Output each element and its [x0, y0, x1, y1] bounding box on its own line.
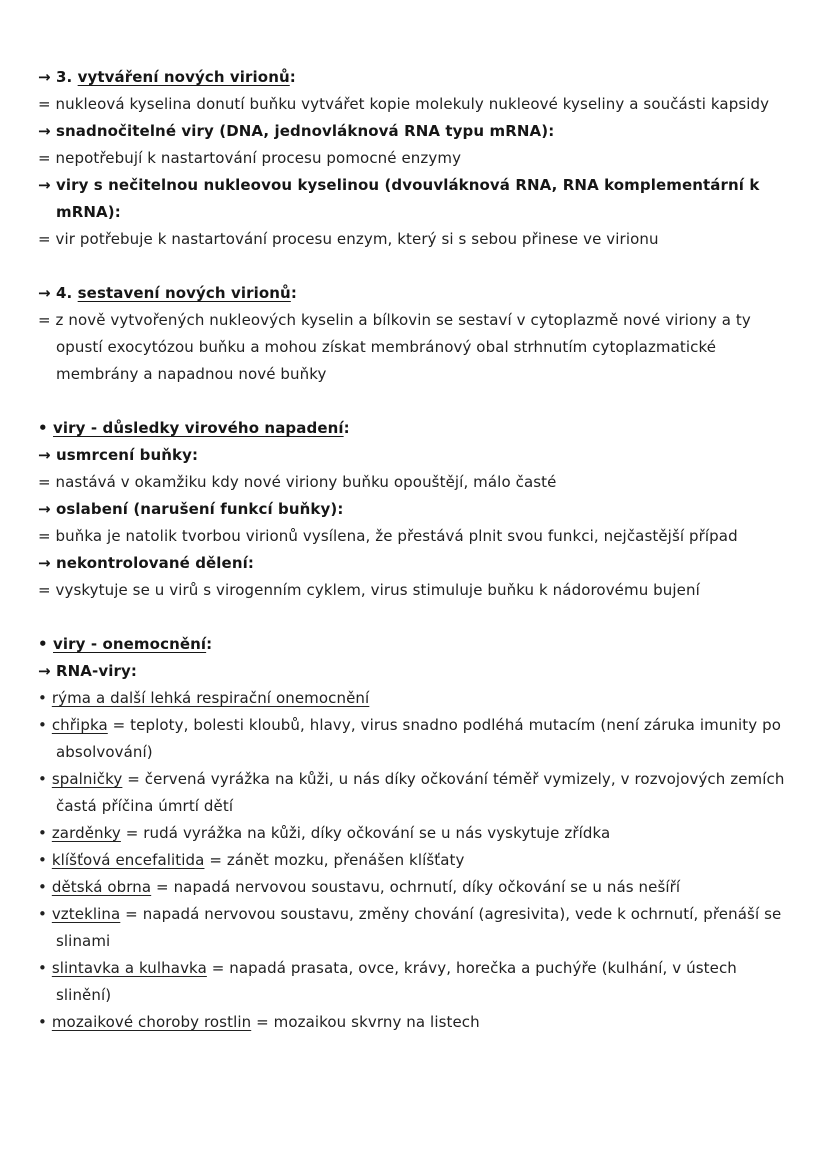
text-segment: = rudá vyrážka na kůži, díky očkování se u nás vyskytuje zřídka: [120, 824, 611, 842]
def-unreadable-viruses: [38, 226, 790, 253]
heading-virus-diseases: [38, 631, 790, 658]
text-segment: → 4.: [38, 284, 78, 302]
text-segment: klíšťová encefalitida: [51, 851, 205, 869]
text-segment: sestavení nových virionů: [77, 284, 291, 302]
text-segment: vzteklina: [51, 905, 121, 923]
text-segment: •: [38, 905, 52, 923]
def-virion-assembly: [38, 307, 790, 388]
bullet-foot-and-mouth: [38, 955, 790, 1009]
text-segment: → RNA-viry:: [38, 662, 137, 680]
text-segment: = zánět mozku, přenášen klíšťaty: [204, 851, 465, 869]
bullet-cold: [38, 685, 790, 712]
text-segment: viry - onemocnění: [53, 635, 207, 653]
text-segment: •: [38, 878, 52, 896]
text-segment: → oslabení (narušení funkcí buňky):: [38, 500, 344, 518]
bullet-polio: [38, 874, 790, 901]
text-segment: → usmrcení buňky:: [38, 446, 199, 464]
def-cell-weakening: [38, 523, 790, 550]
text-segment: •: [38, 824, 52, 842]
heading-unreadable-viruses: [38, 172, 790, 226]
text-segment: •: [38, 770, 52, 788]
text-segment: zarděnky: [51, 824, 121, 842]
def-cell-killing: [38, 469, 790, 496]
bullet-rabies: [38, 901, 790, 955]
text-segment: vytváření nových virionů: [77, 68, 290, 86]
text-segment: = nukleová kyselina donutí buňku vytvářet kopie molekuly nukleové kyseliny a součásti kapsidy: [38, 95, 770, 113]
text-segment: = teploty, bolesti kloubů, hlavy, virus snadno podléhá mutacím (není záruka imunity po absolvování): [56, 716, 782, 761]
text-segment: → 3.: [38, 68, 78, 86]
bullet-tick-encephalitis: [38, 847, 790, 874]
text-segment: viry - důsledky virového napadení: [53, 419, 344, 437]
heading-virus-damage-effects: [38, 415, 790, 442]
text-segment: spalničky: [51, 770, 123, 788]
text-segment: = napadá nervovou soustavu, změny chování (agresivita), vede k ochrnutí, přenáší se slinami: [56, 905, 782, 950]
text-segment: = vir potřebuje k nastartování procesu enzym, který si s sebou přinese ve virionu: [38, 230, 659, 248]
def-uncontrolled-division: [38, 577, 790, 604]
text-segment: :: [343, 419, 350, 437]
text-segment: = nepotřebují k nastartování procesu pomocné enzymy: [38, 149, 462, 167]
bullet-flu: [38, 712, 790, 766]
text-segment: → viry s nečitelnou nukleovou kyselinou (dvouvláknová RNA, RNA komplementární k mRNA):: [38, 176, 760, 221]
text-segment: •: [38, 419, 54, 437]
text-segment: •: [38, 851, 52, 869]
text-segment: •: [38, 635, 54, 653]
text-segment: = nastává v okamžiku kdy nové viriony buňku opouštějí, málo časté: [38, 473, 557, 491]
def-virion-creation: [38, 91, 790, 118]
text-segment: •: [38, 959, 52, 977]
text-segment: slintavka a kulhavka: [51, 959, 207, 977]
text-segment: = napadá prasata, ovce, krávy, horečka a puchýře (kulhání, v ústech slinění): [56, 959, 737, 1004]
def-readable-viruses: [38, 145, 790, 172]
text-segment: = z nově vytvořených nukleových kyselin a bílkovin se sestaví v cytoplazmě nové viriony a ty opustí exocytózou buňku a mohou získat membránový obal strhnutím cytoplazmatické membrány a napadnou nové buňky: [38, 311, 751, 383]
text-segment: chřipka: [51, 716, 108, 734]
text-segment: :: [289, 68, 296, 86]
text-segment: rýma a další lehká respirační onemocnění: [51, 689, 370, 707]
bullet-plant-mosaic: [38, 1009, 790, 1036]
text-segment: = napadá nervovou soustavu, ochrnutí, díky očkování se u nás nešíří: [151, 878, 681, 896]
heading-4-virion-assembly: [38, 280, 790, 307]
text-segment: dětská obrna: [51, 878, 152, 896]
text-segment: = buňka je natolik tvorbou virionů vysílena, že přestává plnit svou funkci, nejčastější případ: [38, 527, 738, 545]
text-segment: •: [38, 716, 52, 734]
heading-3-virion-creation: [38, 64, 790, 91]
text-segment: → snadnočitelné viry (DNA, jednovláknová RNA typu mRNA):: [38, 122, 555, 140]
heading-cell-killing: [38, 442, 790, 469]
text-segment: = vyskytuje se u virů s virogenním cyklem, virus stimuluje buňku k nádorovému bujení: [38, 581, 700, 599]
text-segment: = červená vyrážka na kůži, u nás díky očkování téměř vymizely, v rozvojových zemích častá příčina úmrtí dětí: [56, 770, 785, 815]
text-segment: :: [290, 284, 297, 302]
bullet-measles: [38, 766, 790, 820]
text-segment: → nekontrolované dělení:: [38, 554, 254, 572]
text-segment: = mozaikou skvrny na listech: [251, 1013, 480, 1031]
document-body: [38, 64, 790, 1036]
heading-uncontrolled-division: [38, 550, 790, 577]
text-segment: •: [38, 1013, 52, 1031]
heading-cell-weakening: [38, 496, 790, 523]
heading-readable-viruses: [38, 118, 790, 145]
heading-rna-viruses: [38, 658, 790, 685]
text-segment: :: [206, 635, 213, 653]
text-segment: •: [38, 689, 52, 707]
bullet-rubella: [38, 820, 790, 847]
text-segment: mozaikové choroby rostlin: [51, 1013, 252, 1031]
